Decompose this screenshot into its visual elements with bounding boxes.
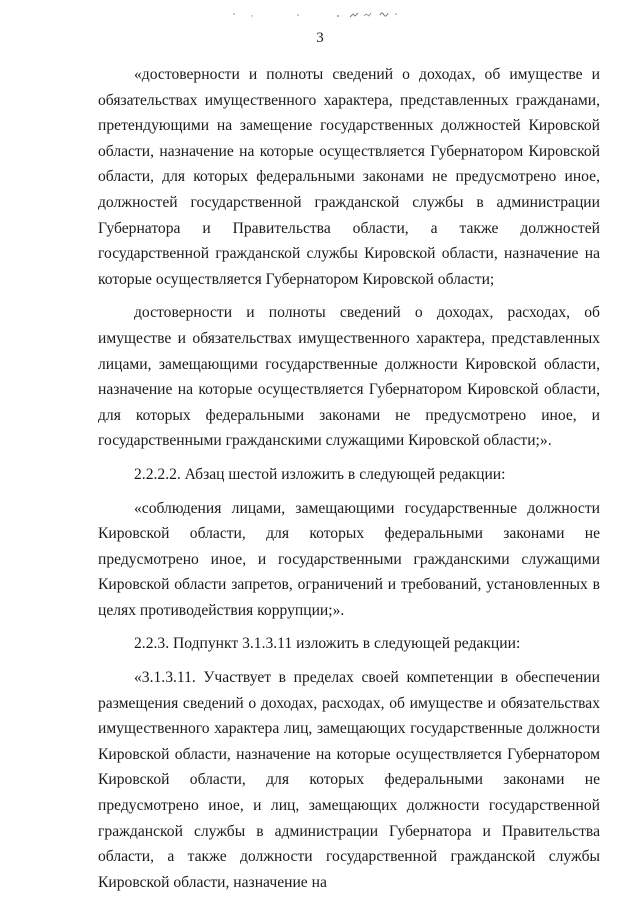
paragraph-amendment-2-2-3: 2.2.3. Подпункт 3.1.3.11 изложить в следующей редакции:: [134, 635, 521, 653]
page-number: 3: [316, 30, 324, 46]
paragraph-reliability-citizens: «достоверности и полноты сведений о доходах, об имуществе и обязательствах имущественного характера, представленных гражданами, претендующими на замещение государственных должностей Кировской области, назначение на которые осуществляется Губернатором Кировской области, для которых федеральными законами не предусмотрено иное, должностей государственной гражданской службы в администрации Губернатора и Правительства области, а также должностей государственной гражданской службы Кировской области, назначение на которые осуществляется Губернатором Кировской области;: [98, 66, 600, 288]
paragraph-subclause-3-1-3-11: «3.1.3.11. Участвует в пределах своей компетенции в обеспечении размещения сведений о доходах, расходах, об имуществе и обязательствах имущественного характера лиц, замещающих государственные должности Кировской области, назначение на которые осуществляется Губернатором Кировской области, для которых федеральными законами не предусмотрено иное, и лиц, замещающих должности государственной гражданской службы в администрации Губернатора и Правительства области, а также должности государственной гражданской службы Кировской области, назначение на: [98, 669, 600, 891]
scan-noise-marks: [230, 8, 410, 20]
document-body: [98, 62, 600, 895]
paragraph-amendment-2-2-2-2: 2.2.2.2. Абзац шестой изложить в следующей редакции:: [134, 465, 506, 483]
paragraph-reliability-officials: достоверности и полноты сведений о доходах, расходах, об имуществе и обязательствах имущественного характера, представленных лицами, замещающими государственные должности Кировской области, назначение на которые осуществляется Губернатором Кировской области, для которых федеральными законами не предусмотрено иное, и государственными гражданскими служащими Кировской области;».: [98, 304, 600, 450]
paragraph-compliance-quote: «соблюдения лицами, замещающими государственные должности Кировской области, для которых федеральными законами не предусмотрено иное, и государственными гражданскими служащими Кировской области запретов, ограничений и требований, установленных в целях противодействия коррупции;».: [98, 499, 600, 619]
